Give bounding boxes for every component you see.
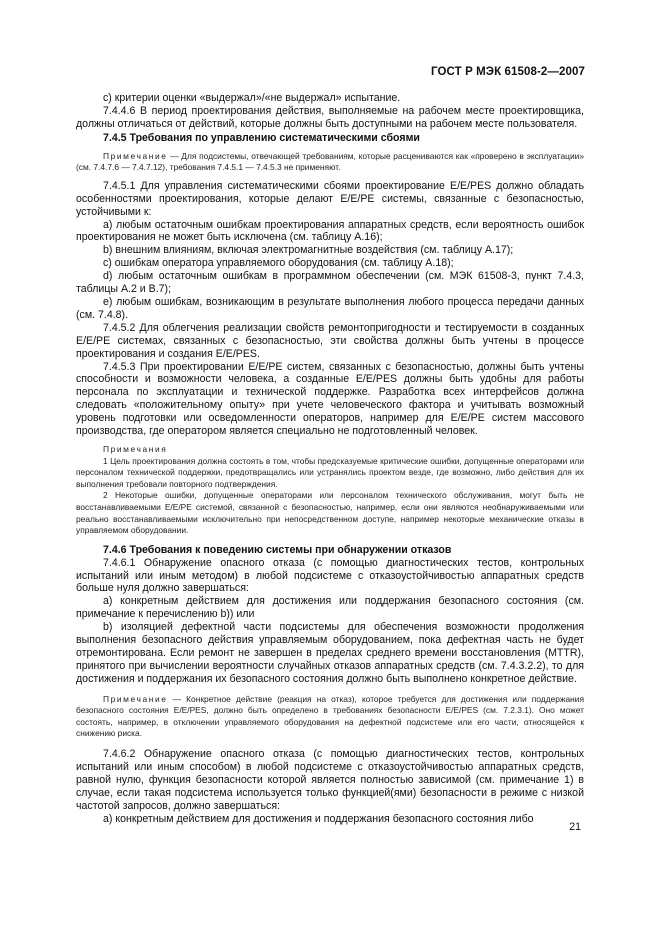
paragraph-7-4-5-3: 7.4.5.3 При проектировании E/E/PE систем, связанных с безопасностью, должны быть учтены способности и возможности человека, а созданные E/E/PES должны быть удобны для работы персонала по эксплуатации и технической поддержке. Разработка всех интерфейсов должна следовать «положительному опыту» при учете человеческого фактора и учитывать возможный уровень подготовки или осведомленности операторов, например для E/E/PE систем массового производства, где оператором является специально не подготовленный человек. bbox=[76, 360, 584, 438]
paragraph-7-4-4-6: 7.4.4.6 В период проектирования действия, выполняемые на рабочем месте проектировщика, должны отличаться от действий, которые должны быть доступными на рабочем месте пользователя. bbox=[76, 104, 584, 130]
notes-heading bbox=[76, 444, 584, 456]
note-text: — Для подсистемы, отвечающей требованиям, которые расцениваются как «проверено в эксплуатации» (см. 7.4.7.6 — 7.4.7.12), требования 7.4.5.1 — 7.4.5.3 не применяют. bbox=[76, 150, 584, 173]
list-item-a-action: a) конкретным действием для достижения или поддержания безопасного состояния (см. примечание к перечислению b)) или bbox=[76, 595, 584, 621]
paragraph-7-4-5-1: 7.4.5.1 Для управления систематическими сбоями проектирование E/E/PES должно обладать особенностями проектирования, которые делают E/E/PE системы, связанные с безопасностью, устойчивыми к: bbox=[76, 179, 584, 218]
note-1: 1 Цель проектирования должна состоять в том, чтобы предсказуемые критические ошибки, допущенные операторами или персоналом технической поддержки, предотвращались или устранялись проектом везде, где возможно, либо действия для их выполнения требовали повторного подтверждения. bbox=[76, 455, 584, 489]
page-content bbox=[76, 92, 584, 825]
section-heading-7-4-5: 7.4.5 Требования по управлению систематическими сбоями bbox=[103, 131, 420, 144]
list-item-a: a) любым остаточным ошибкам проектирования аппаратных средств, если вероятность ошибок проектирования не может быть исключена (см. таблицу А.16); bbox=[76, 218, 584, 244]
paragraph-7-4-5-2: 7.4.5.2 Для облегчения реализации свойств ремонтопригодности и тестируемости в созданных E/E/PE системах, связанных с безопасностью, эти свойства должны быть учтены в процессе проектирования и создания E/E/PES. bbox=[76, 321, 584, 360]
list-item-e: e) любым ошибкам, возникающим в результате выполнения любого процесса передачи данных (см. 7.4.8). bbox=[76, 295, 584, 321]
note-text: — Конкретное действие (реакция на отказ), которое требуется для достижения или поддержания безопасного состояния E/E/PES, должно быть определено в требованиях безопасности E/E/PES (см. 7.2.3.1). Оно может состоять, например, в отключении управляемого оборудования на дефектной подсистеме или его части, относящейся к снижению риска. bbox=[76, 693, 584, 739]
note-label: Примечание bbox=[103, 150, 168, 161]
paragraph-7-4-6-2: 7.4.6.2 Обнаружение опасного отказа (с помощью диагностических тестов, контрольных испытаний или иным способом) в любой подсистеме с отказоустойчивостью аппаратных средств, равной нулю, функция безопасности которой является полностью зависимой (см. примечание 1) в случае, если такая подсистема используется только функцией(ями) безопасности в режиме с низкой частотой запросов, должно завершаться: bbox=[76, 748, 584, 812]
list-item-c-criteria: c) критерии оценки «выдержал»/«не выдержал» испытание. bbox=[103, 92, 401, 104]
list-item-a-final: а) конкретным действием для достижения и поддержания безопасного состояния либо bbox=[103, 812, 534, 825]
paragraph-7-4-6-1: 7.4.6.1 Обнаружение опасного отказа (с помощью диагностических тестов, контрольных испытаний или иным методом) в любой подсистеме с отказоустойчивостью аппаратных средств больше нуля должно завершаться: bbox=[76, 556, 584, 595]
section-heading-7-4-6: 7.4.6 Требования к поведению системы при обнаружении отказов bbox=[103, 543, 452, 556]
list-item-d: d) любым остаточным ошибкам в программном обеспечении (см. МЭК 61508-3, пункт 7.4.3, таблицы А.2 и В.7); bbox=[76, 270, 584, 296]
notes-label: Примечания bbox=[103, 443, 168, 454]
list-item-c: c) ошибкам оператора управляемого оборудования (см. таблицу А.18); bbox=[103, 257, 454, 270]
list-item-b: b) внешним влияниям, включая электромагнитные воздействия (см. таблицу А.17); bbox=[103, 244, 514, 257]
standard-header: ГОСТ Р МЭК 61508-2—2007 bbox=[431, 66, 585, 78]
page-number: 21 bbox=[569, 821, 581, 833]
note-label: Примечание bbox=[103, 693, 168, 704]
note-7-4-5 bbox=[76, 151, 584, 174]
note-2: 2 Некоторые ошибки, допущенные операторами или персоналом технического обслуживания, могут быть не восстанавливаемыми E/E/PE системой, связанной с безопасностью, например, если они являются необнаруживаемыми или реально восстанавливаемыми исключительно при непосредственном доступе, например некоторые механические отказы в управляемом оборудовании. bbox=[76, 490, 584, 536]
list-item-b-isolation: b) изоляцией дефектной части подсистемы для обеспечения возможности продолжения выполнения безопасного действия управляемым оборудованием, пока дефектная часть не будет отремонтирована. Если ремонт не завершен в пределах среднего времени восстановления (MTTR), принятого при вычислении вероятности случайных отказов аппаратных средств (см. 7.4.3.2.2), то для достижения и поддержания их безопасного состояния должно быть выполнено конкретное действие. bbox=[76, 621, 584, 685]
note-7-4-6-1 bbox=[76, 694, 584, 740]
